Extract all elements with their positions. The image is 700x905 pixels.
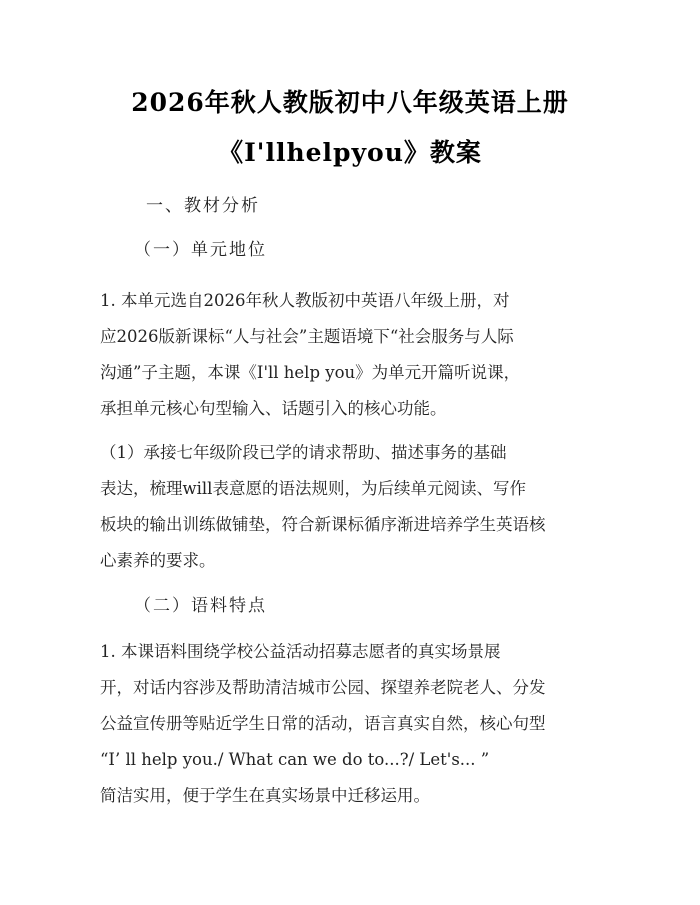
- paragraph-line: （1）承接七年级阶段已学的请求帮助、描述事务的基础: [100, 443, 507, 462]
- paragraph-line: 1. 本单元选自2026年秋人教版初中英语八年级上册，对: [100, 291, 510, 310]
- paragraph-line: 公益宣传册等贴近学生日常的活动，语言真实自然，核心句型: [100, 714, 546, 733]
- subsection-heading-corpus-features: （二）语料特点: [134, 596, 267, 616]
- paragraph-line: 承担单元核心句型输入、话题引入的核心功能。: [100, 399, 447, 418]
- paragraph-point-1: [100, 435, 600, 579]
- paragraph-line: 沟通”子主题，本课《I'll help you》为单元开篇听说课，: [100, 363, 521, 382]
- paragraph-line: 开，对话内容涉及帮助清洁城市公园、探望养老院老人、分发: [100, 678, 546, 697]
- paragraph-line: 应2026版新课标“人与社会”主题语境下“社会服务与人际: [100, 327, 514, 346]
- subsection-heading-unit-position: （一）单元地位: [134, 240, 267, 260]
- paragraph-unit-position: [100, 283, 600, 427]
- paragraph-corpus-features: [100, 634, 600, 814]
- paragraph-line: 简洁实用，便于学生在真实场景中迁移运用。: [100, 786, 430, 805]
- paragraph-line: “I’ ll help you./ What can we do to...?/ Let's... ”: [100, 750, 490, 769]
- paragraph-line: 表达，梳理will表意愿的语法规则，为后续单元阅读、写作: [100, 479, 526, 498]
- document-title: 2026年秋人教版初中八年级英语上册: [131, 88, 569, 117]
- paragraph-line: 板块的输出训练做铺垫，符合新课标循序渐进培养学生英语核: [100, 515, 546, 534]
- paragraph-line: 1. 本课语料围绕学校公益活动招募志愿者的真实场景展: [100, 642, 501, 661]
- paragraph-line: 心素养的要求。: [100, 551, 216, 570]
- document-subtitle: 《I'llhelpyou》教案: [218, 138, 482, 167]
- section-heading-material-analysis: 一、教材分析: [146, 196, 260, 216]
